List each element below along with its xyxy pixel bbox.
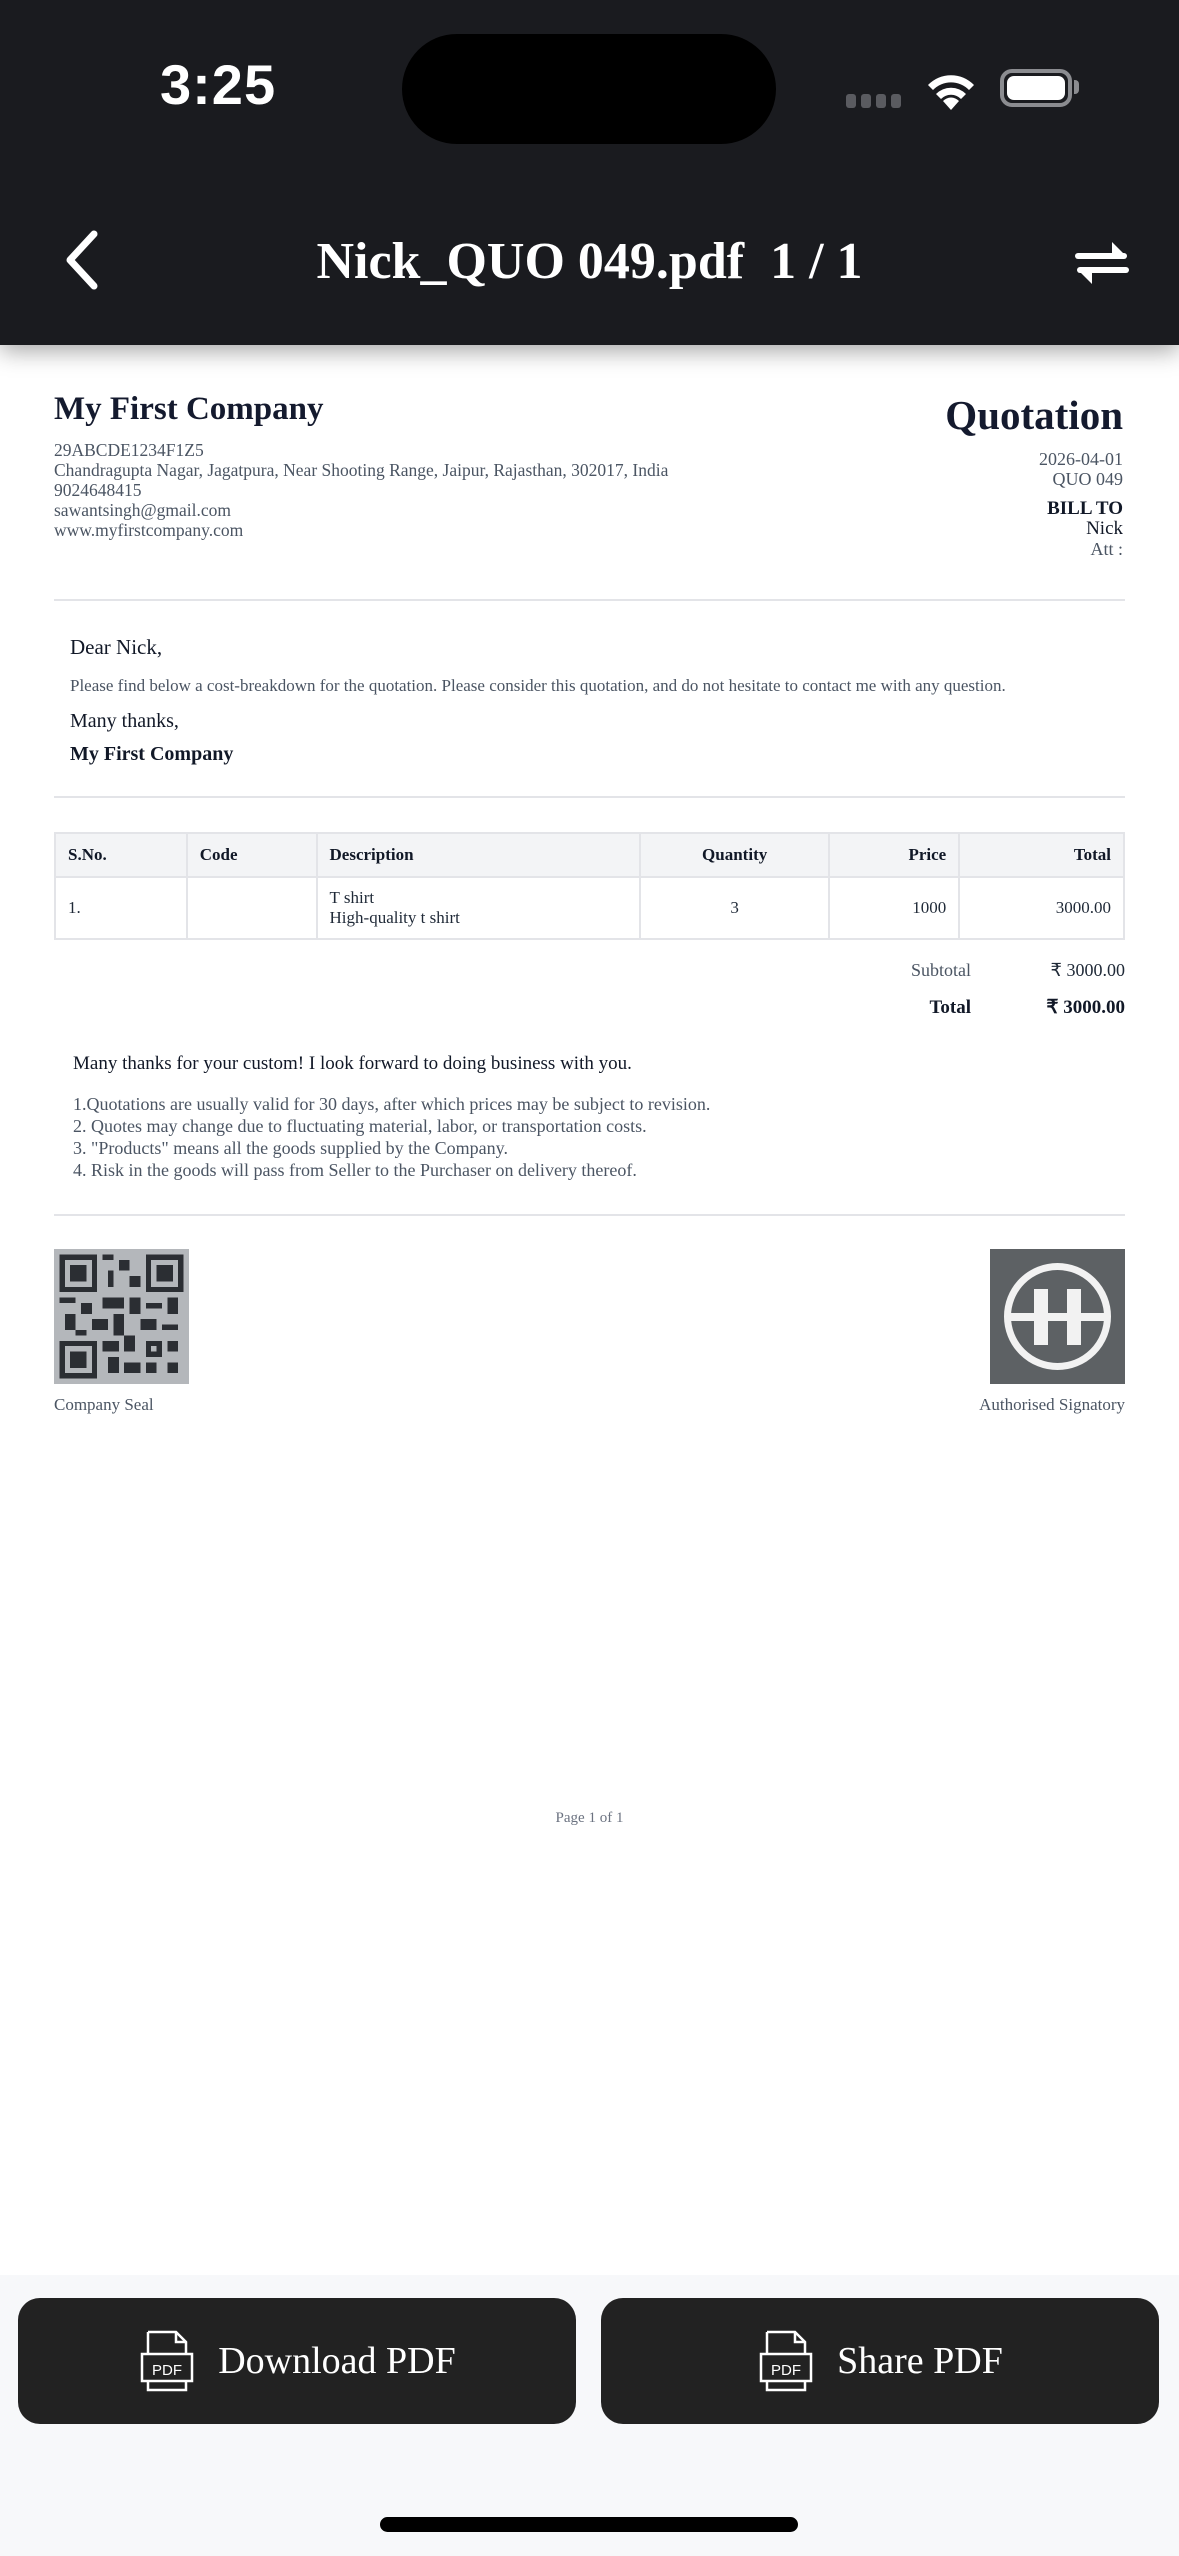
document-title: Nick_QUO 049.pdf 1 / 1: [316, 233, 863, 290]
quotation-number: QUO 049: [1052, 469, 1123, 489]
company-seal-qr-image: [54, 1249, 189, 1384]
company-address: Chandragupta Nagar, Jagatpura, Near Shooting Range, Jaipur, Rajasthan, 302017, India: [54, 460, 669, 480]
page-footer: Page 1 of 1: [555, 1810, 624, 1826]
letter-closing: Many thanks,: [70, 710, 179, 732]
divider: [54, 599, 1125, 601]
company-name: My First Company: [54, 391, 324, 427]
subtotal-row: [811, 960, 1125, 996]
dynamic-island: [402, 34, 776, 144]
company-seal-label: Company Seal: [54, 1395, 154, 1414]
col-header-sno: S.No.: [55, 833, 187, 877]
pdf-file-icon: [138, 2330, 196, 2392]
cell-total: 3000.00: [959, 877, 1124, 939]
cell-description: [317, 877, 640, 939]
total-label: Total: [929, 997, 971, 1018]
company-phone: 9024648415: [54, 480, 142, 500]
total-value: ₹ 3000.00: [1046, 997, 1125, 1018]
col-header-price: Price: [829, 833, 959, 877]
table-row: [55, 877, 1124, 939]
share-pdf-label: Share PDF: [837, 2340, 1003, 2382]
svg-text:PDF: PDF: [152, 2362, 183, 2379]
col-header-description: Description: [317, 833, 640, 877]
term-item: 3. "Products" means all the goods supplied by the Company.: [73, 1138, 508, 1158]
term-item: 1.Quotations are usually valid for 30 days, after which prices may be subject to revision.: [73, 1094, 711, 1114]
battery-tip: [1074, 80, 1079, 94]
item-description: High-quality t shirt: [329, 908, 460, 927]
item-name: T shirt: [329, 888, 375, 907]
status-time: 3:25: [160, 53, 277, 116]
divider: [54, 796, 1125, 798]
download-pdf-button[interactable]: [18, 2298, 576, 2424]
divider: [54, 1214, 1125, 1216]
items-table: [54, 832, 1125, 940]
closing-note: Many thanks for your custom! I look forward to doing business with you.: [73, 1053, 632, 1074]
letter-signature: My First Company: [70, 743, 234, 765]
cell-sno: 1.: [55, 877, 187, 939]
quotation-title: Quotation: [945, 392, 1123, 438]
letter-greeting: Dear Nick,: [70, 635, 163, 659]
authorised-signatory-logo-image: [990, 1249, 1125, 1384]
pdf-file-icon: [757, 2330, 815, 2392]
action-bar: [0, 2275, 1179, 2556]
quotation-date: 2026-04-01: [1039, 449, 1123, 469]
col-header-quantity: Quantity: [640, 833, 830, 877]
letter-body: Please find below a cost-breakdown for the quotation. Please consider this quotation, and do not hesitate to contact me with any question.: [70, 676, 1006, 695]
bill-to-name: Nick: [1086, 518, 1123, 539]
attention-label: Att :: [1090, 539, 1123, 559]
company-gstin: 29ABCDE1234F1Z5: [54, 440, 204, 460]
term-item: 2. Quotes may change due to fluctuating material, labor, or transportation costs.: [73, 1116, 647, 1136]
col-header-code: Code: [187, 833, 317, 877]
subtotal-label: Subtotal: [910, 960, 971, 980]
wifi-icon: [924, 66, 978, 110]
quotation-meta: [1039, 449, 1123, 559]
term-item: 4. Risk in the goods will pass from Seller to the Purchaser on delivery thereof.: [73, 1160, 637, 1180]
company-email: sawantsingh@gmail.com: [54, 500, 231, 520]
svg-text:PDF: PDF: [771, 2362, 802, 2379]
cell-price: 1000: [829, 877, 959, 939]
download-pdf-label: Download PDF: [218, 2340, 456, 2382]
total-row: [811, 996, 1125, 1032]
cell-quantity: 3: [640, 877, 830, 939]
signatory-label: Authorised Signatory: [979, 1395, 1125, 1414]
terms-list: [73, 1093, 710, 1181]
top-bar: [0, 0, 1179, 345]
cell-code: [187, 877, 317, 939]
share-pdf-button[interactable]: [601, 2298, 1159, 2424]
swap-arrows-icon[interactable]: [1072, 236, 1132, 286]
table-header-row: [55, 833, 1124, 877]
company-website: www.myfirstcompany.com: [54, 520, 244, 540]
pdf-page: [0, 345, 1179, 2275]
totals-block: [811, 960, 1125, 1032]
cover-letter: [70, 635, 1125, 766]
battery-icon: [1000, 69, 1072, 107]
subtotal-value: ₹ 3000.00: [1050, 960, 1125, 980]
bill-to-label: BILL TO: [1047, 498, 1123, 519]
col-header-total: Total: [959, 833, 1124, 877]
company-details: [54, 440, 668, 540]
cellular-signal-icon: [846, 94, 901, 108]
home-indicator[interactable]: [380, 2517, 798, 2532]
